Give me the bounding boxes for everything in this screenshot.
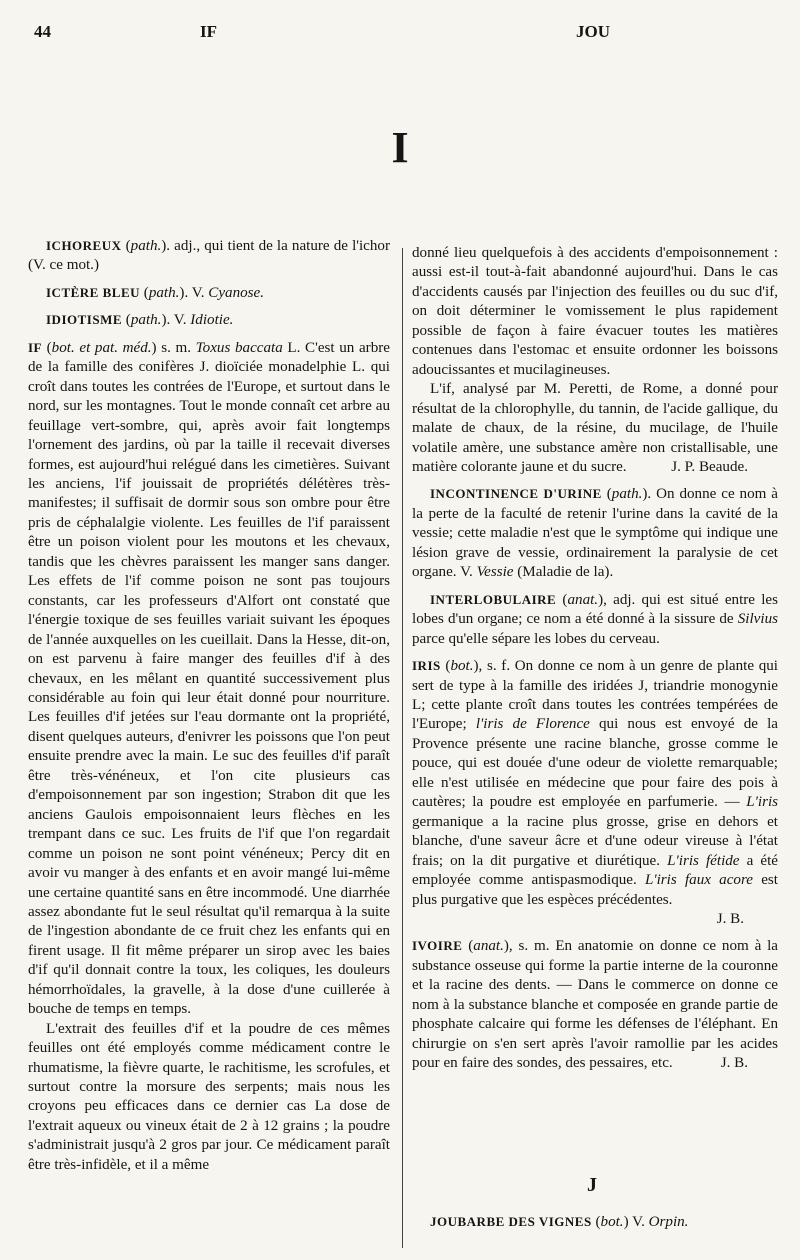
paragraph: L'extrait des feuilles d'if et la poudre de ces mêmes feuilles ont été employés comme médicament contre le rhumatisme, la fièvre quarte, le rachitisme, les scrofules, et surtout contre la morsure des serpents; mais nous les croyons peu efficaces dans ce dernier cas La dose de l'extrait aqueux ou vineux était de 2 à 12 grains ; la poudre s'administrait jusqu'à 2 gros par jour. Ce médicament paraît être très-infidèle, et il a même <box>28 1020 390 1173</box>
definition: L. C'est un arbre de la famille des conifères J. dioïciée monadelphie L. qui croît dans toutes les contrées de l'Europe, et surtout dans le nord, sur les montagnes. Tout le monde connaît cet arbre au feuillage vert-sombre, qui, après avoir fait longtemps l'ornement des jardins, où par la taille il recevait diverses formes, est aujourd'hui relégué dans les cimetières. Suivant les anciens, l'if jouissait de propriétés délétères très-manifestes; il suffisait de dormir sous son ombre pour être pris de céphalalgie violente. Les feuilles de l'if paraissent être un poison violent pour les moutons et les chevaux, tandis que les chèvres paraissent les manger sans danger. Les effets de l'if comme poison ne sont pas toujours constants, car les professeurs d'Alfort ont constaté que l'énergie toxique de ses feuilles variait suivant les époques de l'année auxquelles on les cueillait. Dans la Hesse, dit-on, on est parvenu à faire manger des feuilles d'if à des chevaux, en les mêlant en quantité successivement plus considérable au foin qui leur était donné pour nourriture. Les feuilles d'if jetées sur l'eau dormante ont la propriété, disent quelques auteurs, d'enivrer les poissons que l'on peut ensuite prendre avec la main. Le suc des feuilles d'if paraît être très-vénéneux, et l'on cite plusieurs cas d'empoisonnement par son ingestion; Strabon dit que les anciens Gaulois empoisonnaient leurs flèches en les trempant dans ce suc. Les fruits de l'if que l'on regardait comme un poison ne sont point vénéneux; Percy dit en avoir vu manger à des enfants et en avoir mangé lui-même une certaine quantité sans en être incommodé. Une diarrhée assez abondante fut le seul résultat qu'il remarqua à la suite de l'ingestion abondante de ce fruit chez les enfants qui en firent usage. Il fit même préparer un sirop avec les baies d'if qu'il donnait contre la toux, les coliques, les douleurs hémorrhoïdales, la gravelle, à la dose d'une cuillerée à bouche de temps en temps. <box>28 339 390 1018</box>
domain-label: path. <box>130 238 162 254</box>
cross-reference: Cyanose. <box>208 284 265 301</box>
right-column-bottom <box>412 1212 778 1232</box>
headword: INTERLOBULAIRE <box>430 591 557 607</box>
cross-reference: Idiotie. <box>190 312 234 329</box>
headword: IF <box>28 339 42 355</box>
headword: IVOIRE <box>412 938 463 954</box>
definition: est plus purgative que les espèces précédentes. <box>412 872 778 908</box>
page-number: 44 <box>34 22 51 41</box>
author-signature: J. P. Beaude. <box>671 458 748 475</box>
entry-iris: IRIS (bot.), s. f. On donne ce nom à un genre de plante qui sert de type à la famille des iridées J, triandrie monogynie L; cette plante croît dans toutes les contrées tempérées de l'Europe; l'iris de Florence qui nous est envoyé de la Provence présente une racine blanche, grosse comme le pouce, qui est douée d'une odeur de violette remarquable; elle n'est utilisée en médecine que pour faire des pois à cautères; la poudre est employée en parfumerie. — L'iris germanique a la racine plus grosse, grise en dehors et blanche, d'une saveur âcre et d'une odeur vireuse à l'état frais; on la dit purgative et diurétique. L'iris fétide a été employée comme antispasmodique. L'iris faux acore est plus purgative que les espèces précédentes. J. B. <box>412 656 778 929</box>
running-head-left-word: IF <box>200 22 217 41</box>
headword: IRIS <box>412 658 441 674</box>
entry-incontinence: INCONTINENCE D'URINE (path.). On donne ce nom à la perte de la faculté de retenir l'urine dans la cavité de la vessie; cette maladie n'est que le symptôme qui indique une lésion grave de vessie, ordinairement la paralysie de cet organe. V. Vessie (Maladie de la). <box>412 486 778 581</box>
entry-if: IF (bot. et pat. méd.) s. m. Toxus baccata L. C'est un arbre de la famille des conifères J. dioïciée monadelphie L. qui croît dans toutes les contrées de l'Europe, et surtout dans le nord, sur les montagnes. Tout le monde connaît cet arbre au feuillage vert-sombre, qui, après avoir fait longtemps l'ornement des jardins, où par la taille il recevait diverses formes, est aujourd'hui relégué dans les cimetières. Suivant les anciens, l'if jouissait de propriétés délétères très-manifestes; il suffisait de dormir sous son ombre pour être pris de céphalalgie violente. Les feuilles de l'if paraissent être un poison violent pour les moutons et les chevaux, tandis que les chèvres paraissent les manger sans danger. Les effets de l'if comme poison ne sont pas toujours constants, car les professeurs d'Alfort ont constaté que l'énergie toxique de ses feuilles variait suivant les époques de l'année auxquelles on les cueillait. Dans la Hesse, dit-on, on est parvenu à faire manger des feuilles d'if à des chevaux, en les mêlant en quantité successivement plus considérable au foin qui leur était donné pour nourriture. Les feuilles d'if jetées sur l'eau dormante ont la propriété, disent quelques auteurs, d'enivrer les poissons que l'on peut ensuite prendre avec la main. Le suc des feuilles d'if paraît être très-vénéneux, et l'on cite plusieurs cas d'empoisonnement par son ingestion; Strabon dit que les anciens Gaulois empoisonnaient leurs flèches en les trempant dans ce suc. Les fruits de l'if que l'on regardait comme un poison ne sont point vénéneux; Percy dit en avoir vu manger à des enfants et en avoir mangé lui-même une certaine quantité sans en être incommodé. Une diarrhée assez abondante fut le seul résultat qu'il remarqua à la suite de l'ingestion abondante de ce fruit chez les enfants qui en firent usage. Il fit même préparer un sirop avec les baies d'if qu'il donnait contre la toux, les coliques, les douleurs hémorrhoïdales, la gravelle, à la dose d'une cuillerée à bouche de temps en temps. L'extrait des feuilles d'if et la poudre de ces mêmes feuilles ont été employés comme médicament contre le rhumatisme, la fièvre quarte, le rachitisme, les scrofules, et surtout contre la morsure des serpents; mais nous les croyons peu efficaces dans ce dernier cas La dose de l'extrait aqueux ou vineux était de 2 à 12 grains ; la poudre s'administrait jusqu'à 2 gros par jour. Ce médicament paraît être très-infidèle, et il a même <box>28 338 390 1175</box>
definition-tail: (Maladie de la). <box>517 564 614 581</box>
definition: , adj. qui est situé entre les lobes d'un organe; ce nom a été donné à la sissure de <box>412 591 778 628</box>
left-column <box>28 236 390 1175</box>
running-head-right-word: JOU <box>576 22 610 41</box>
entry-ictere-bleu: ICTÈRE BLEU (path.). V. Cyanose. <box>46 284 265 301</box>
see-prefix: V. <box>173 312 187 329</box>
headword: INCONTINENCE D'URINE <box>430 486 602 502</box>
definition: adj., qui tient de la nature de l'ichor (V. ce mot.) <box>28 238 390 274</box>
running-head <box>0 22 800 46</box>
headword: JOUBARBE DES VIGNES <box>430 1214 592 1229</box>
definition: , s. f. On donne ce nom à un genre de plante qui sert de type à la famille des iridées J, triandrie monogynie L; cette plante croît dans toutes les contrées tempérées de l'Europe; <box>412 658 778 733</box>
domain-label: anat. <box>473 938 504 955</box>
definition: On donne ce nom à la perte de la faculté de retenir l'urine dans la cavité de la vessie; cette maladie n'est que le symptôme qui indique une lésion grave de vessie, ordinairement la paralysie de cet organe. V. <box>412 486 778 581</box>
paragraph: donné lieu quelquefois à des accidents d'empoisonnement : aussi est-il tout-à-fait abandonné aujourd'hui. Dans le cas d'accidents causés par l'injection des feuilles ou du suc d'if, on doit déterminer le vomissement le plus rapidement possible de façon à faire évacuer toutes les matières contenues dans l'estomac et ensuite ordonner les boissons adoucissantes et mucilagineuses. <box>412 245 778 378</box>
domain-label: bot. et pat. méd. <box>51 339 152 356</box>
definition: qui nous est envoyé de la Provence présente une racine blanche, grosse comme le pouce, qui est douée d'une odeur de violette remarquable; elle n'est utilisée en médecine que pour faire des pois à cautères; la poudre est employée en parfumerie. — <box>412 716 778 811</box>
species-name: L'iris fétide <box>667 852 740 869</box>
domain-label: bot. <box>450 658 474 675</box>
right-column <box>412 244 778 1074</box>
definition-tail: parce qu'elle sépare les lobes du cerveau. <box>412 630 660 647</box>
domain-label: anat. <box>567 591 599 608</box>
cross-reference: Orpin. <box>648 1214 689 1230</box>
section-letter-i: I <box>391 123 409 172</box>
definition: germanique a la racine plus grosse, grise en dehors et blanche, d'une saveur âcre et d'une odeur vireuse à l'état frais; on la dit purgative et diurétique. <box>412 813 778 869</box>
column-rule <box>402 248 403 1248</box>
species-name: l'iris de Florence <box>475 716 590 733</box>
domain-label: path. <box>148 284 180 301</box>
species-name: L'iris faux acore <box>644 872 753 889</box>
entry-interlobulaire: INTERLOBULAIRE (anat.), adj. qui est situé entre les lobes d'un organe; ce nom a été donné à la sissure de Silvius parce qu'elle sépare les lobes du cerveau. <box>412 591 778 647</box>
cross-reference: Vessie <box>476 564 514 581</box>
paragraph: L'if, analysé par M. Peretti, de Rome, a donné pour résultat de la chlorophylle, du tannin, de l'acide gallique, du malate de chaux, de la résine, du mucilage, de l'huile volatile amère, une substance amère non cristallisable, une matière colorante jaune et du sucre. <box>412 381 778 475</box>
section-letter-j: J <box>587 1174 597 1196</box>
entry-if-continued <box>412 244 778 477</box>
entry-ivoire: IVOIRE (anat.), s. m. En anatomie on donne ce nom à la substance osseuse qui forme la partie interne de la couronne et la racine des dents. — Dans le commerce on donne ce nom à la substance blanche et composée en grande partie de phosphate calcaire qui forme les défenses de l'éléphant. En chirurgie on s'en sert après l'avoir ramollie par les acides pour en faire des sondes, des pessaires, etc. J. B. <box>412 936 778 1073</box>
entry-idiotisme: IDIOTISME (path.). V. Idiotie. <box>46 312 234 329</box>
entry-ichoreux: ICHOREUX (path.). adj., qui tient de la nature de l'ichor (V. ce mot.) <box>28 238 390 274</box>
domain-label: path. <box>611 486 643 503</box>
see-prefix: V. <box>632 1214 645 1230</box>
cross-reference: Silvius <box>737 611 778 628</box>
author-signature: J. B. <box>720 1055 748 1072</box>
headword: IDIOTISME <box>46 312 123 328</box>
domain-label: bot. <box>600 1214 624 1230</box>
see-prefix: V. <box>191 284 205 301</box>
author-signature: J. B. <box>716 910 744 927</box>
grammar-label: s. m. <box>161 339 192 356</box>
domain-label: path. <box>130 312 162 329</box>
species-name: L'iris <box>746 794 779 811</box>
definition: a été employée comme antispasmodique. <box>412 852 778 889</box>
definition: , s. m. En anatomie on donne ce nom à la substance osseuse qui forme la partie interne de la couronne et la racine des dents. — Dans le commerce on donne ce nom à la substance blanche et composée en grande partie de phosphate calcaire qui forme les défenses de l'éléphant. En chirurgie on s'en sert après l'avoir ramollie par les acides pour en faire des sondes, des pessaires, etc. <box>412 938 778 1072</box>
entry-joubarbe: JOUBARBE DES VIGNES (bot.) V. Orpin. <box>430 1214 689 1230</box>
headword: ICTÈRE BLEU <box>46 284 140 300</box>
headword: ICHOREUX <box>46 238 122 253</box>
latin-name: Toxus baccata <box>195 339 283 356</box>
